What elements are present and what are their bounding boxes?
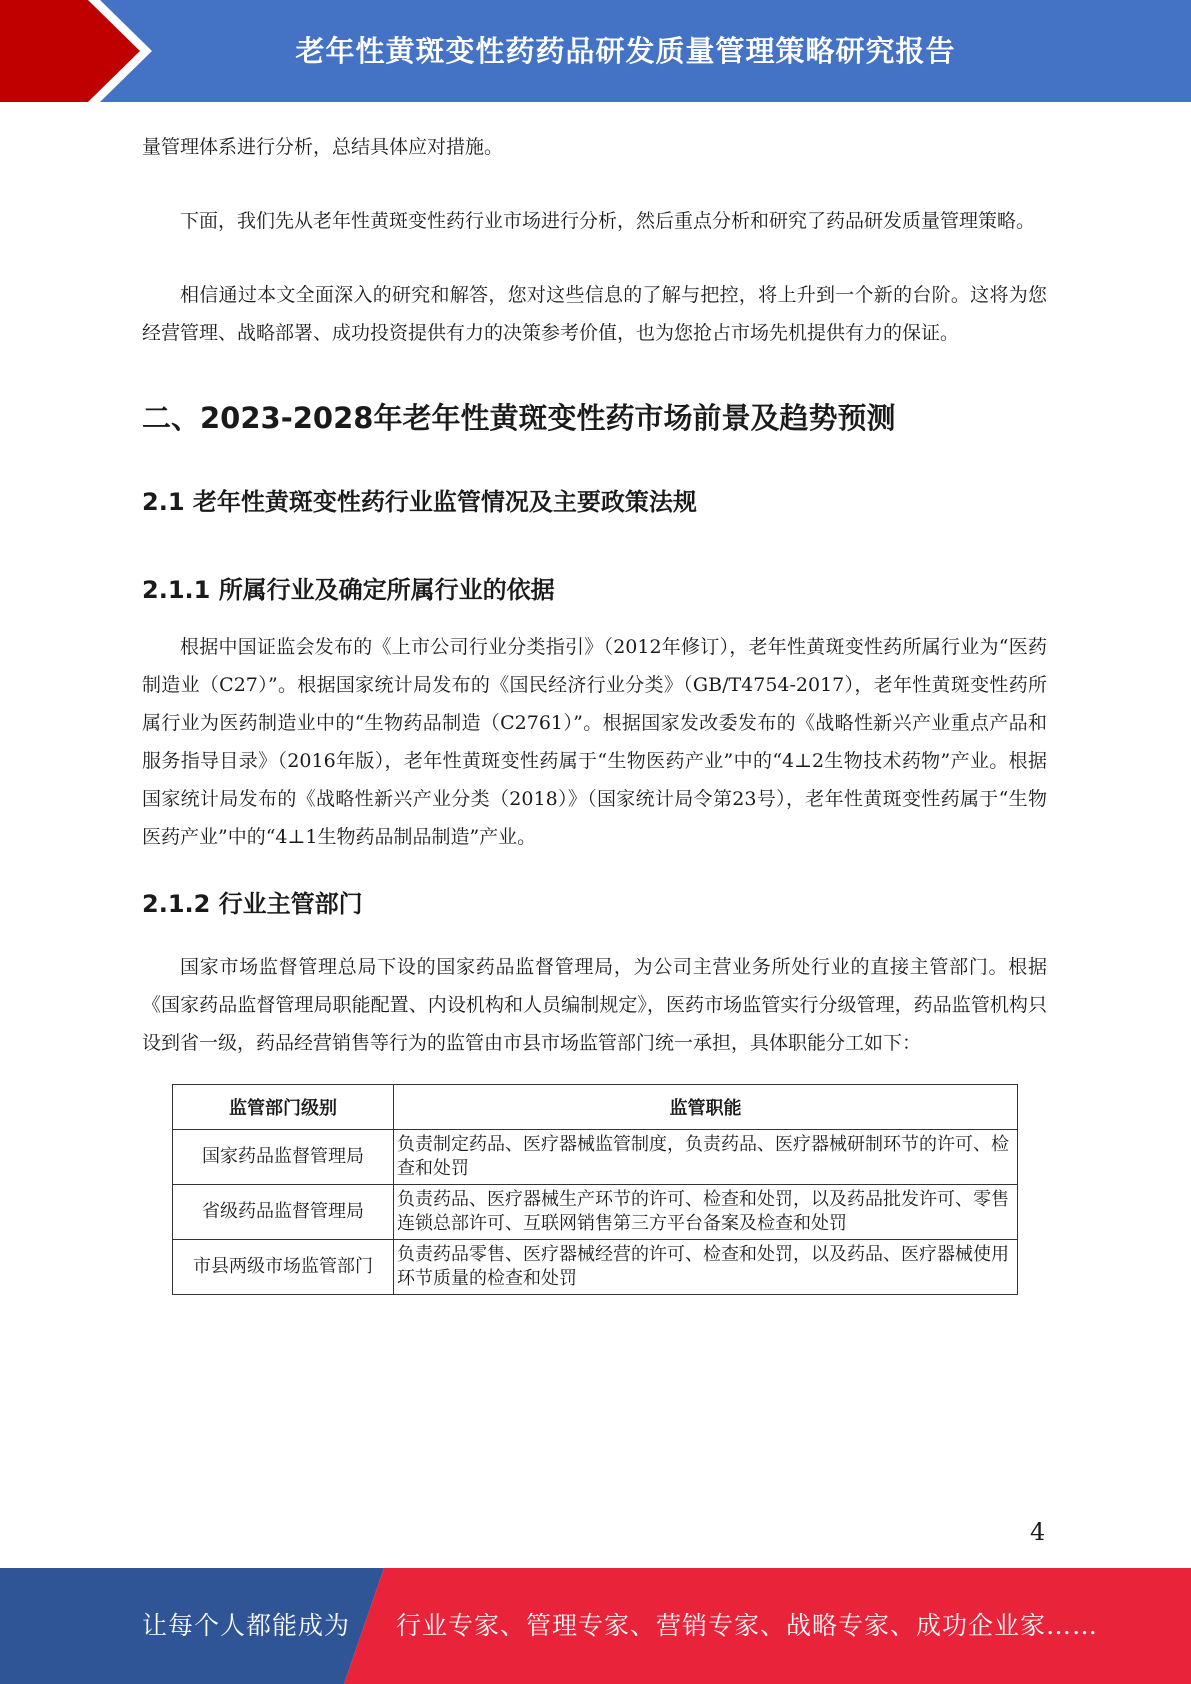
- table-cell-function: 负责制定药品、医疗器械监管制度，负责药品、医疗器械研制环节的许可、检查和处罚: [394, 1130, 1018, 1185]
- regulatory-table: [172, 1084, 1018, 1295]
- table-cell-function: 负责药品零售、医疗器械经营的许可、检查和处罚，以及药品、医疗器械使用环节质量的检查和处罚: [394, 1240, 1018, 1295]
- header-title: 老年性黄斑变性药药品研发质量管理策略研究报告: [295, 34, 956, 68]
- section-2-title: 二、2023-2028年老年性黄斑变性药市场前景及趋势预测: [142, 401, 896, 435]
- table-header-row: [173, 1085, 1018, 1130]
- section-2-1-1-title: 2.1.1 所属行业及确定所属行业的依据: [142, 576, 555, 604]
- table-cell-level: 市县两级市场监管部门: [173, 1240, 394, 1295]
- section-2-1-2-body: 国家市场监督管理总局下设的国家药品监督管理局，为公司主营业务所处行业的直接主管部门。根据《国家药品监督管理局职能配置、内设机构和人员编制规定》，医药市场监管实行分级管理，药品监管机构只设到省一级，药品经营销售等行为的监管由市县市场监管部门统一承担，具体职能分工如下：: [142, 956, 1047, 1054]
- table-cell-function: 负责药品、医疗器械生产环节的许可、检查和处罚，以及药品批发许可、零售连锁总部许可、互联网销售第三方平台备案及检查和处罚: [394, 1185, 1018, 1240]
- table-cell-level: 国家药品监督管理局: [173, 1130, 394, 1185]
- table-row: [173, 1240, 1018, 1295]
- footer-slogan-left: 让每个人都能成为: [142, 1611, 351, 1640]
- section-2-1-1-body: 根据中国证监会发布的《上市公司行业分类指引》（2012年修订），老年性黄斑变性药所属行业为“医药制造业（C27）”。根据国家统计局发布的《国民经济行业分类》（GB/T4754-2017），老年性黄斑变性药所属行业为医药制造业中的“生物药品制造（C2761）”。根据国家发改委发布的《战略性新兴产业重点产品和服务指导目录》（2016年版），老年性黄斑变性药属于“生物医药产业”中的“4⊥2生物技术药物”产业。根据国家统计局发布的《战略性新兴产业分类（2018）》（国家统计局令第23号），老年性黄斑变性药属于“生物医药产业”中的“4⊥1生物药品制品制造”产业。: [142, 636, 1047, 848]
- section-2-1-2-title: 2.1.2 行业主管部门: [142, 890, 363, 918]
- table-header-function: 监管职能: [394, 1085, 1018, 1130]
- page-footer: [0, 1568, 1191, 1684]
- section-2-1-title: 2.1 老年性黄斑变性药行业监管情况及主要政策法规: [142, 488, 697, 516]
- intro-paragraph-2: 下面，我们先从老年性黄斑变性药行业市场进行分析，然后重点分析和研究了药品研发质量管理策略。: [180, 210, 1036, 232]
- page-header: [0, 0, 1191, 110]
- footer-slogan-right: 行业专家、管理专家、营销专家、战略专家、成功企业家……: [396, 1611, 1099, 1640]
- page-number: 4: [1030, 1518, 1046, 1546]
- page-content: [142, 128, 1047, 1295]
- table-header-level: 监管部门级别: [173, 1085, 394, 1130]
- intro-paragraph-3: 相信通过本文全面深入的研究和解答，您对这些信息的了解与把控，将上升到一个新的台阶。这将为您经营管理、战略部署、成功投资提供有力的决策参考价值，也为您抢占市场先机提供有力的保证。: [142, 284, 1047, 344]
- table-row: [173, 1130, 1018, 1185]
- intro-paragraph-1: 量管理体系进行分析，总结具体应对措施。: [142, 136, 504, 158]
- table-row: [173, 1185, 1018, 1240]
- table-cell-level: 省级药品监督管理局: [173, 1185, 394, 1240]
